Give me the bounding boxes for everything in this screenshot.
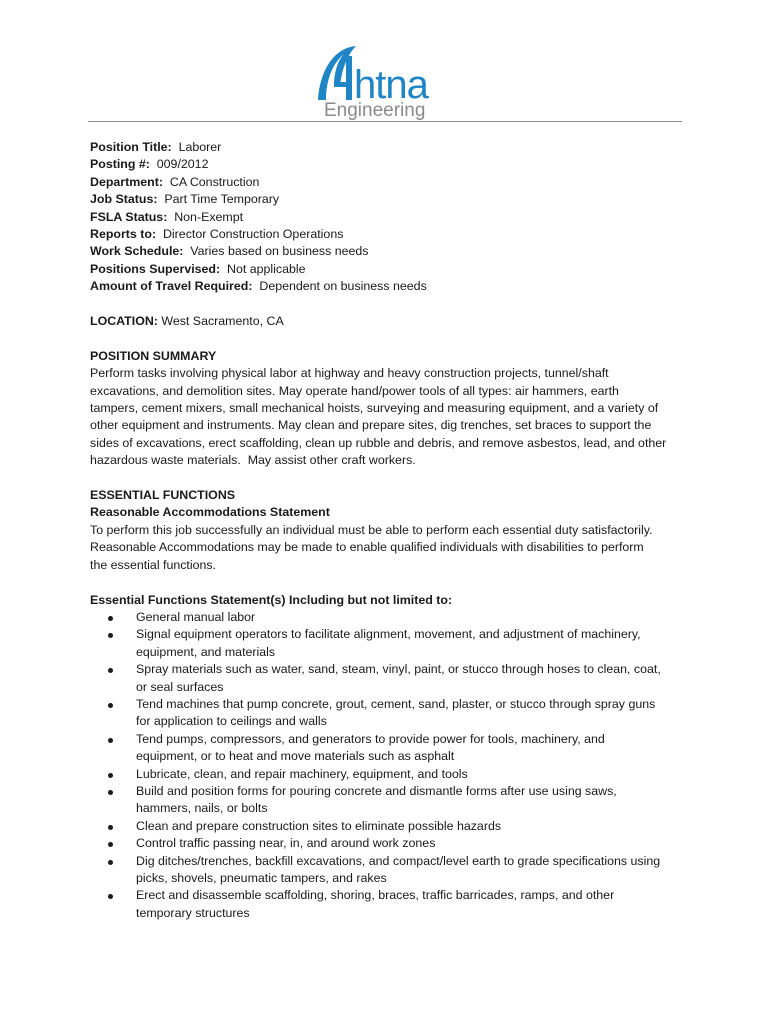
list-item-line: Erect and disassemble scaffolding, shoring, braces, traffic barricades, ramps, and other xyxy=(136,888,615,903)
bullet-icon xyxy=(108,616,113,621)
list-item-line: Tend machines that pump concrete, grout, cement, sand, plaster, or stucco through spray guns xyxy=(136,696,656,711)
summary-heading: POSITION SUMMARY xyxy=(90,348,217,363)
accommodations-text xyxy=(90,522,688,574)
bullet-icon xyxy=(108,703,113,708)
field-row xyxy=(90,243,688,260)
list-item-line: equipment, or to heat and move materials such as asphalt xyxy=(136,749,455,764)
field-value: Not applicable xyxy=(220,261,306,276)
field-label: Department: xyxy=(90,174,163,189)
list-item xyxy=(136,766,688,783)
svg-text:Engineering: Engineering xyxy=(324,100,426,121)
field-value: Non-Exempt xyxy=(167,209,244,224)
list-item-line: Control traffic passing near, in, and around work zones xyxy=(136,836,436,851)
functions-list xyxy=(90,609,688,922)
list-item-line: for application to ceilings and walls xyxy=(136,714,327,729)
location-value: West Sacramento, CA xyxy=(161,314,284,329)
svg-text:htna: htna xyxy=(354,63,428,107)
field-label: Position Title: xyxy=(90,140,172,154)
location-label: LOCATION: xyxy=(90,314,158,329)
list-item-line: Lubricate, clean, and repair machinery, equipment, and tools xyxy=(136,766,468,781)
field-value: Varies based on business needs xyxy=(183,244,369,259)
list-item-line: picks, shovels, pneumatic tampers, and rakes xyxy=(136,871,387,885)
field-value: Director Construction Operations xyxy=(156,227,344,242)
list-item xyxy=(136,853,688,888)
list-item-line: hammers, nails, or bolts xyxy=(136,801,268,816)
list-item xyxy=(136,887,688,922)
field-value: 009/2012 xyxy=(149,157,209,172)
list-item xyxy=(136,835,688,852)
location-row xyxy=(90,313,688,330)
field-label: Work Schedule: xyxy=(90,244,184,259)
bullet-icon xyxy=(108,894,113,899)
list-item xyxy=(136,626,688,661)
list-item-line: General manual labor xyxy=(136,609,256,624)
list-item xyxy=(136,609,688,626)
text-line: excavations, and demolition sites. May operate hand/power tools of all types: air hammers, earth xyxy=(90,383,619,398)
bullet-icon xyxy=(108,668,113,673)
field-row xyxy=(90,191,688,208)
position-details xyxy=(90,139,688,296)
text-line: other equipment and instruments. May clean and prepare sites, dig trenches, set braces to support the xyxy=(90,418,652,433)
list-item xyxy=(136,818,688,835)
list-item xyxy=(136,696,688,731)
field-label: Reports to: xyxy=(90,227,157,242)
field-value: Dependent on business needs xyxy=(252,279,427,294)
text-line: tampers, cement mixers, small mechanical hoists, surveying and measuring equipment, and a variety of xyxy=(90,401,659,416)
field-label: FSLA Status: xyxy=(90,209,168,224)
text-line: Reasonable Accommodations may be made to enable qualified individuals with disabilities to perform xyxy=(90,540,644,555)
field-label: Amount of Travel Required: xyxy=(90,279,253,294)
field-label: Posting #: xyxy=(90,157,150,172)
field-row xyxy=(90,139,688,156)
field-row xyxy=(90,226,688,243)
text-line: To perform this job successfully an individual must be able to perform each essential duty satisfactorily. xyxy=(90,522,653,537)
text-line: sides of excavations, erect scaffolding, clean up rubble and debris, and remove asbestos, lead, and other xyxy=(90,435,667,450)
bullet-icon xyxy=(108,738,113,743)
field-label: Job Status: xyxy=(90,192,158,207)
list-item-line: Clean and prepare construction sites to eliminate possible hazards xyxy=(136,818,502,833)
functions-list-heading: Essential Functions Statement(s) Including but not limited to: xyxy=(90,592,453,607)
field-label: Positions Supervised: xyxy=(90,261,221,276)
list-item-line: or seal surfaces xyxy=(136,679,224,694)
list-item-line: Spray materials such as water, sand, steam, vinyl, paint, or stucco through hoses to clean, coat, xyxy=(136,662,661,677)
list-item-line: Dig ditches/trenches, backfill excavations, and compact/level earth to grade specifications using xyxy=(136,853,661,868)
list-item-line: Build and position forms for pouring concrete and dismantle forms after use using saws, xyxy=(136,783,617,798)
list-item-line: Signal equipment operators to facilitate alignment, movement, and adjustment of machinery, xyxy=(136,627,641,642)
field-row xyxy=(90,156,688,173)
field-row xyxy=(90,261,688,278)
bullet-icon xyxy=(108,860,113,865)
field-value: Part Time Temporary xyxy=(157,192,280,207)
field-value: CA Construction xyxy=(162,174,260,189)
list-item xyxy=(136,731,688,766)
job-description xyxy=(90,139,688,922)
ahtna-engineering-logo xyxy=(312,42,464,122)
text-line: the essential functions. xyxy=(90,557,217,572)
header-divider xyxy=(88,121,682,122)
bullet-icon xyxy=(108,825,113,830)
field-row xyxy=(90,209,688,226)
list-item-line: temporary structures xyxy=(136,905,250,920)
field-row xyxy=(90,174,688,191)
field-row xyxy=(90,278,688,295)
field-value: Laborer xyxy=(171,140,222,154)
bullet-icon xyxy=(108,633,113,638)
text-line: hazardous waste materials. May assist other craft workers. xyxy=(90,453,416,468)
list-item-line: Tend pumps, compressors, and generators to provide power for tools, machinery, and xyxy=(136,731,605,746)
essential-heading: ESSENTIAL FUNCTIONS xyxy=(90,488,236,503)
list-item xyxy=(136,661,688,696)
list-item-line: equipment, and materials xyxy=(136,644,276,659)
bullet-icon xyxy=(108,842,113,847)
accommodations-subheading: Reasonable Accommodations Statement xyxy=(90,505,330,520)
list-item xyxy=(136,783,688,818)
text-line: Perform tasks involving physical labor at highway and heavy construction projects, tunnel/shaft xyxy=(90,366,609,381)
summary-text xyxy=(90,365,688,469)
bullet-icon xyxy=(108,790,113,795)
bullet-icon xyxy=(108,773,113,778)
